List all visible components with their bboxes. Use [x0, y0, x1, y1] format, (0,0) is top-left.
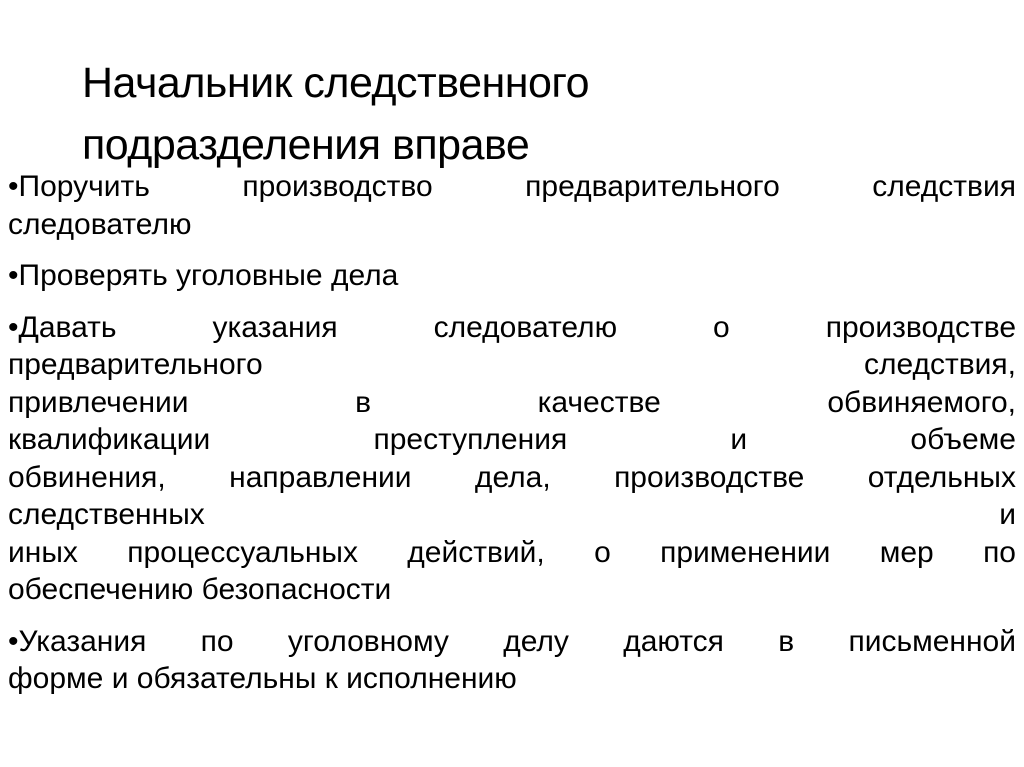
bullet-line	[8, 257, 1016, 295]
bullet-line	[8, 309, 1016, 347]
bullet-item-give-instructions	[8, 309, 1016, 609]
bullet-line: обеспечению безопасности	[8, 573, 392, 606]
bullet-item-check-cases	[8, 257, 1016, 295]
bullet-line: иных процессуальных действий, о применении мер по	[8, 535, 1016, 569]
bullet-line: квалификации преступления и объеме	[8, 423, 1016, 456]
bullet-text: Проверять уголовные дела	[18, 259, 399, 292]
bullet-line: следователю	[8, 207, 192, 241]
bullet-item-assign-investigation	[8, 168, 1016, 243]
slide-title-line: подразделения вправе	[82, 121, 530, 169]
bullet-list	[8, 168, 1016, 712]
bullet-line: обвинения, направлении дела, производстве отдельных	[8, 460, 1016, 494]
bullet-text: Указания по уголовному делу даются в письменной	[18, 624, 1016, 658]
bullet-line	[8, 168, 1016, 206]
bullet-marker: •	[8, 624, 19, 658]
bullet-text: Поручить производство предварительного следствия	[18, 170, 1016, 203]
bullet-line	[8, 623, 1016, 661]
bullet-line: следственных и	[8, 498, 1016, 531]
bullet-text: Давать указания следователю о производстве	[18, 310, 1016, 344]
bullet-marker: •	[8, 259, 19, 292]
bullet-item-written-instructions	[8, 623, 1016, 698]
slide-title	[82, 52, 962, 176]
bullet-line: форме и обязательны к исполнению	[8, 662, 517, 695]
bullet-line: предварительного следствия,	[8, 348, 1016, 381]
bullet-marker: •	[8, 310, 19, 344]
slide-title-line: Начальник следственного	[82, 59, 590, 107]
bullet-line: привлечении в качестве обвиняемого,	[8, 385, 1016, 419]
bullet-marker: •	[8, 170, 19, 203]
